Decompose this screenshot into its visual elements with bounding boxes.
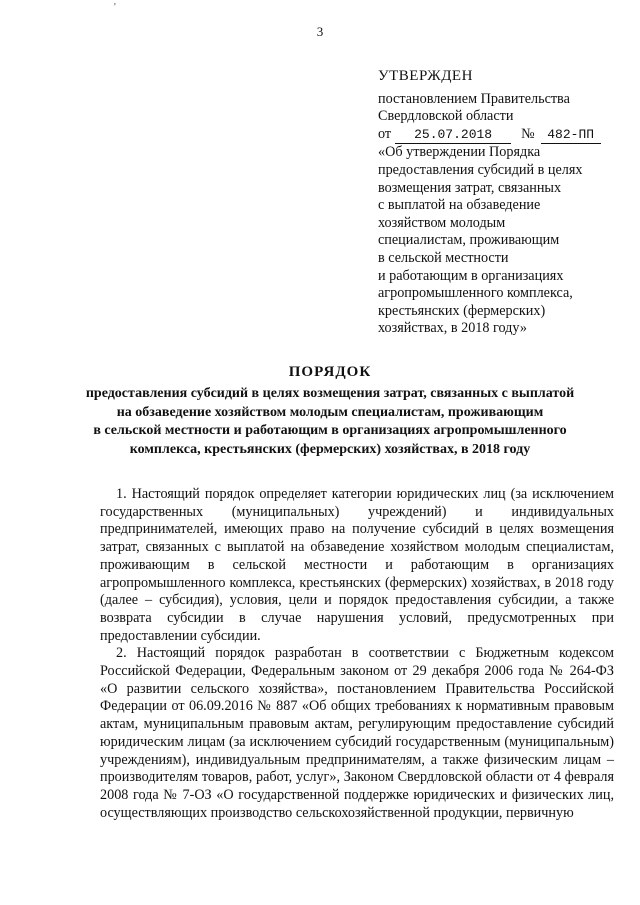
- subject-line: крестьянских (фермерских): [378, 302, 546, 319]
- subject-line: хозяйством молодым: [378, 214, 506, 231]
- approval-heading: УТВЕРЖДЕН: [378, 68, 473, 84]
- approval-date: 25.07.2018: [395, 126, 511, 145]
- scan-mark: ': [114, 2, 116, 13]
- document-subtitle-line: комплекса, крестьянских (фермерских) хозяйствах, в 2018 году: [129, 441, 531, 457]
- document-title: ПОРЯДОК: [288, 364, 372, 380]
- subject-line: специалистам, проживающим: [378, 232, 560, 249]
- document-body: [100, 486, 614, 822]
- document-subtitle-line: в сельской местности и работающим в организациях агропромышленного: [93, 423, 567, 438]
- subject-line: «Об утверждении Порядка: [378, 144, 541, 161]
- document-subtitle-line: предоставления субсидий в целях возмещения затрат, связанных с выплатой: [85, 386, 575, 401]
- subject-line: возмещения затрат, связанных: [378, 179, 562, 196]
- subject-line: с выплатой на обзаведение: [378, 197, 541, 214]
- approval-line: постановлением Правительства: [378, 90, 570, 107]
- paragraph-2: 2. Настоящий порядок разработан в соответствии с Бюджетным кодексом Российской Федерации, Федеральным законом от 29 декабря 2006 года № 264-ФЗ «О развитии сельского хозяйства», постановлением Правительства Российской Федерации от 06.09.2016 № 887 «Об общих требованиях к нормативным правовым актам, муниципальным правовым актам, регулирующим предоставление субсидий юридическим лицам (за исключением субсидий государственным (муниципальным) учреждениям), индивидуальным предпринимателям, а также физическим лицам – производителям товаров, работ, услуг», Законом Свердловской области от 4 февраля 2008 года № 7-ОЗ «О государственной поддержке юридических и физических лиц, осуществляющих производство сельскохозяйственной продукции, первичную: [100, 645, 614, 821]
- page-number: 3: [316, 24, 324, 39]
- approval-date-line: [378, 126, 618, 145]
- subject-line: хозяйствах, в 2018 году»: [378, 320, 527, 337]
- document-subtitle-line: на обзаведение хозяйством молодым специалистам, проживающим: [116, 404, 544, 420]
- paragraph-1: 1. Настоящий порядок определяет категории юридических лиц (за исключением государственных (муниципальных) учреждений) и индивидуальных предпринимателей, имеющих право на получение субсидий в целях возмещения затрат, связанных с выплатой на обзаведение хозяйством молодым специалистам, проживающим в сельской местности и работающим в организациях агропромышленного комплекса, крестьянских (фермерских) хозяйствах, в 2018 году (далее – субсидия), условия, цели и порядок предоставления субсидии, а также возврата субсидии в случае нарушения условий, предусмотренных при предоставлении субсидии.: [100, 486, 614, 644]
- date-prefix: от: [378, 125, 392, 142]
- subject-line: предоставления субсидий в целях: [378, 161, 583, 178]
- document-title-block: [30, 364, 630, 459]
- approval-block: [378, 68, 618, 338]
- subject-line: и работающим в организациях: [378, 267, 564, 284]
- approval-line: Свердловской области: [378, 108, 514, 125]
- number-label: №: [521, 125, 535, 142]
- approval-number: 482-ПП: [541, 126, 601, 145]
- subject-line: в сельской местности: [378, 249, 509, 266]
- subject-line: агропромышленного комплекса,: [378, 285, 573, 302]
